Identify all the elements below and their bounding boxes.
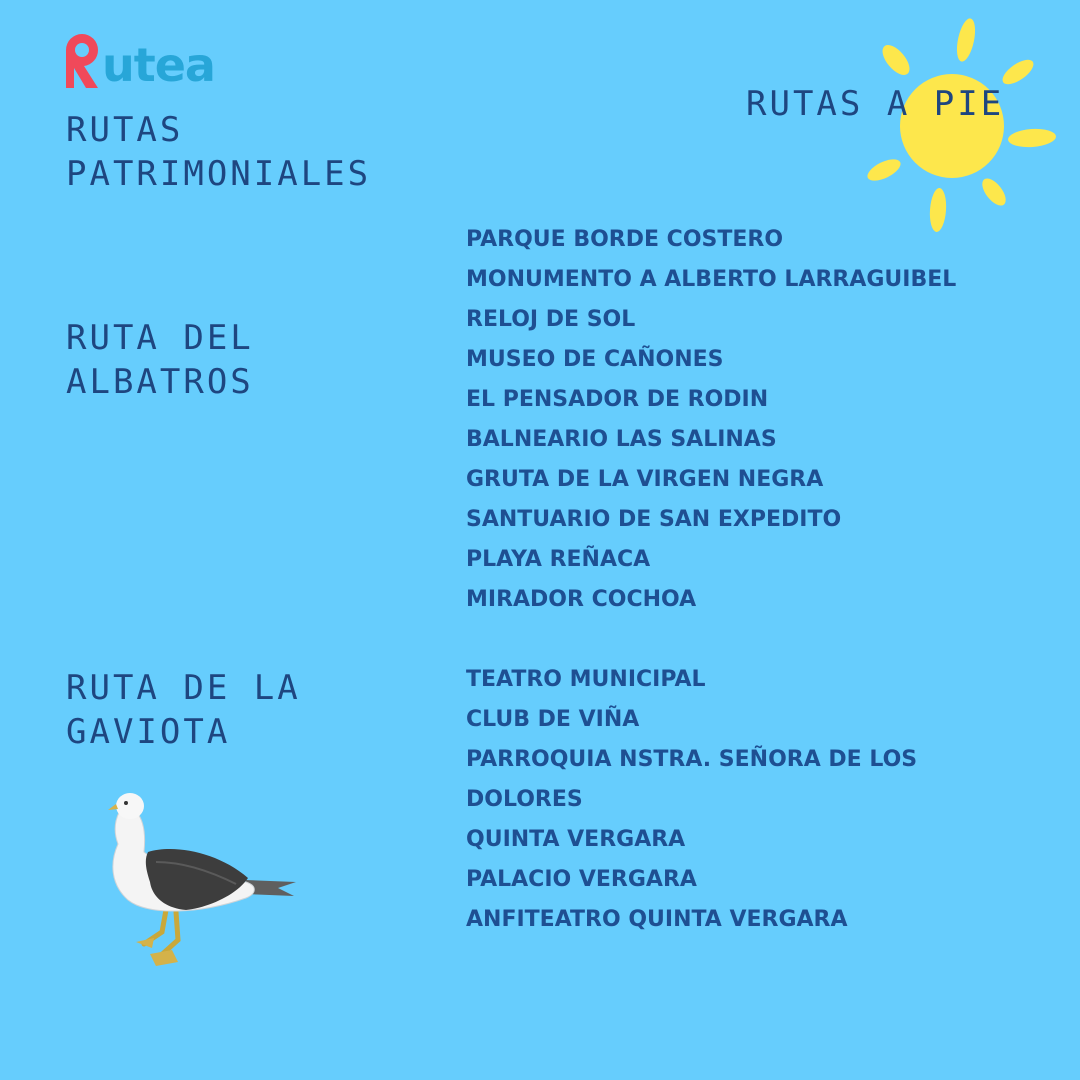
pin-r-logo-icon xyxy=(60,28,104,92)
list-item: RELOJ DE SOL xyxy=(466,307,636,332)
list-item: PARROQUIA NSTRA. SEÑORA DE LOS xyxy=(466,747,918,772)
list-item: EL PENSADOR DE RODIN xyxy=(466,387,769,412)
list-item: TEATRO MUNICIPAL xyxy=(466,667,706,692)
list-item: CLUB DE VIÑA xyxy=(466,707,640,732)
route-title-albatros: RUTA DEL ALBATROS xyxy=(66,318,254,402)
list-item: MUSEO DE CAÑONES xyxy=(466,347,724,372)
list-item: PLAYA REÑACA xyxy=(466,547,651,572)
rutea-logo xyxy=(60,24,215,92)
list-item: PALACIO VERGARA xyxy=(466,867,697,892)
list-item: ANFITEATRO QUINTA VERGARA xyxy=(466,907,848,932)
logo-wordmark: utea xyxy=(102,38,215,92)
page-title: RUTAS PATRIMONIALES xyxy=(66,110,372,194)
list-item: GRUTA DE LA VIRGEN NEGRA xyxy=(466,467,824,492)
list-item: MIRADOR COCHOA xyxy=(466,587,697,612)
list-item: DOLORES xyxy=(466,787,583,812)
route-title-gaviota: RUTA DE LA GAVIOTA xyxy=(66,668,301,752)
list-item: PARQUE BORDE COSTERO xyxy=(466,227,784,252)
route-stops-gaviota xyxy=(466,660,917,940)
seagull-icon xyxy=(96,782,306,972)
rutas-a-pie-title: RUTAS A PIE xyxy=(746,84,1005,124)
list-item: SANTUARIO DE SAN EXPEDITO xyxy=(466,507,842,532)
list-item: MONUMENTO A ALBERTO LARRAGUIBEL xyxy=(466,267,957,292)
route-stops-albatros xyxy=(466,220,956,620)
list-item: QUINTA VERGARA xyxy=(466,827,686,852)
list-item: BALNEARIO LAS SALINAS xyxy=(466,427,777,452)
